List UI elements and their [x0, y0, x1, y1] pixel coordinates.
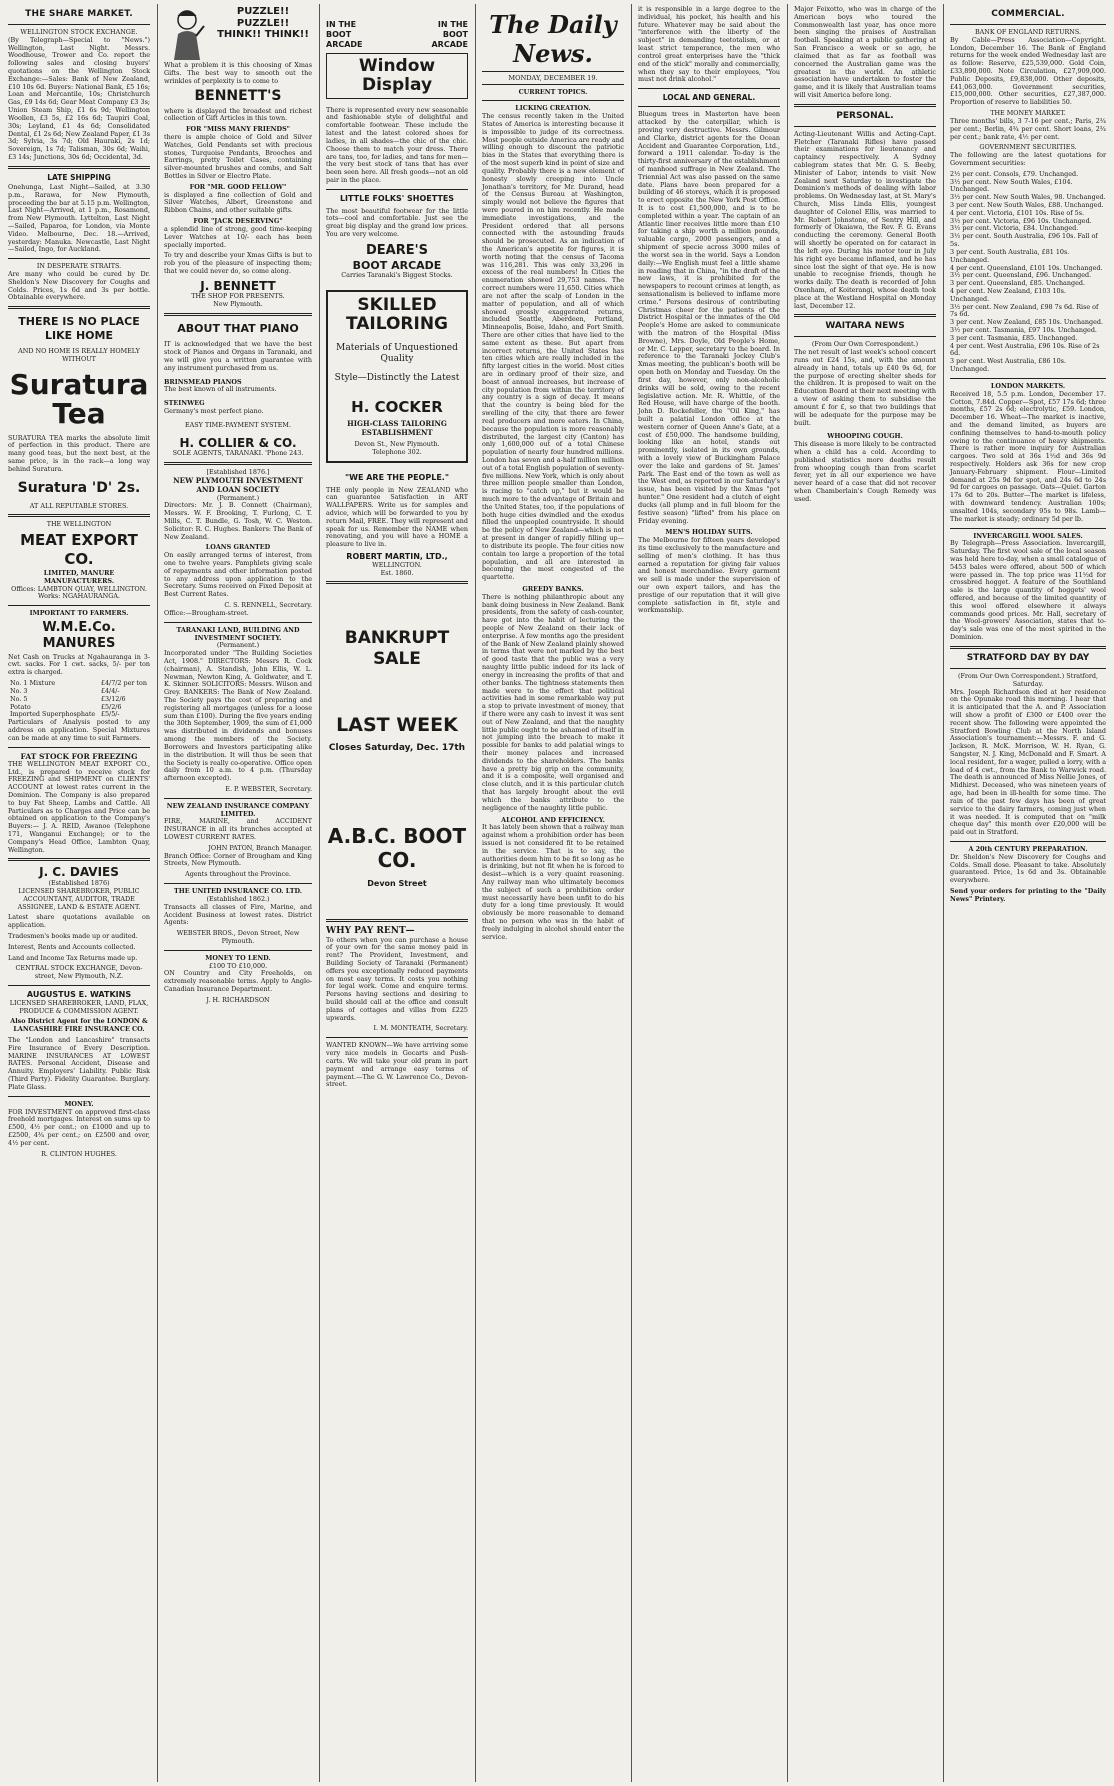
greedy-text: There is nothing philanthropic about any bank doing business in New Zealand. Bank presidents, from the safety of cash-counter, have got into the habit of lecturing the people of New Zealand on their lack of enterprise. A few months ago the president of the Bank of New Zealand plainly showed in terms that were not marked by the best of good taste that the public was a very naughty little public indeed for its lack of energy in increasing the profits of that and other banks. The tightness statements then made were to the effect that political activities had in some remarkable way put a stop to private investment of money, that if there were any cash to invest it was sent out of New Zealand, and that the naughty little public ought to be ashamed of itself in not jumping into the breach to make it possible for banks to add palatial wings to their money palaces and increased dividends to the shareholders. The banks have a pretty big grip on the community, and it is a composite, well organised and close clutch, and it is this particular clutch that has largely brought about the evil which the banks attribute to the negligence of the naughty little public.	[482, 592, 624, 812]
home-subheading: AND NO HOME IS REALLY HOMELY WITHOUT	[18, 347, 140, 363]
bennett-sub: THE SHOP FOR PRESENTS.	[191, 292, 285, 301]
fat-stock-heading: FAT STOCK FOR FREEZING	[20, 751, 138, 761]
last-week-title: LAST WEEK	[336, 713, 458, 736]
current-topics-heading: CURRENT TOPICS.	[518, 87, 588, 96]
local-general-text: Bluegum trees in Masterton have been attacked by the caterpillar, which is proving very destructive. Messrs. Gilmour and Clarke, district agents for the Ocean Accident and Guarantee Corporation, Ltd., forward a 1911 calendar. To-day is the thirty-first anniversary of the establishment of manhood suffrage in New Zealand. The Triennial Act was also passed on the same date. Plans have been prepared for a building of 46 storeys, which it is proposed to erect opposite the New York Post Office. It is to cost £1,500,000, and is to be completed within a year. The captain of an Atlantic liner receives little more than £10 for taking a ship worth a million pounds, valuable cargo, 2000 passengers, and a shipment of specie across 3000 miles of the worst sea in the world. Says a London daily:—We English must feel a little shame in reading that in China, "in the draft of the new laws, it is prohibited for the newspapers to recount crimes at length, as sensationalism is believed to inflame more crime." Persons desirous of contributing Christmas cheer for the patients of the District Hospital or the inmates of the Old People's Home are asked to communicate with the matron of the Hospital (Miss Browne), Mrs. Doyle, Old People's Home, or Mr. C. Lepper, secretary to the board. In reference to the Taranaki Jockey Club's Xmas meeting, the publican's booth will be open both on Monday and Tuesday. On the first day, however, only non-alcoholic drinks will be sold, owing to the recent legislative action. Mr. R. Whittle, of the Red House, will have charge of the booth. John D. Rockefeller, the "Oil King," has built a palatial London office at the western corner of Queen Anne's Gate, at a cost of £50,000. The handsome building, looking like an hotel, stands out prominently, isolated in its own grounds, with a lovely view of Buckingham Palace over the lake and gardens of St. James' Park. The East end of the town as well as the West end, as reported in our Saturday's issue, has been visited by the Xmas "pot hunter." One resident had a clutch of eight ducks (all plump and in full bloom for the festive season) "lifted" from his place on Friday evening.	[638, 110, 780, 525]
list-item: 3 per cent. West Australia, £86 10s. Unchanged.	[950, 357, 1066, 374]
home-heading: THERE IS NO PLACE LIKE HOME	[18, 315, 140, 342]
piano-heading: ABOUT THAT PIANO	[177, 322, 299, 336]
davies-text: LICENSED SHAREBROKER, PUBLIC ACCOUNTANT, AUDITOR, TRADE ASSIGNEE, LAND & ESTATE AGENT.	[17, 886, 141, 911]
stratford-heading: STRATFORD DAY BY DAY	[966, 652, 1090, 663]
money-sign: R. CLINTON HUGHES.	[41, 1149, 117, 1158]
table-row	[8, 680, 150, 688]
loans-heading: LOANS GRANTED	[205, 543, 271, 552]
lend-amount: £100 TO £10,000.	[208, 961, 268, 970]
london-markets-text: Received 18, 5.5 p.m. London, December 17. Cotton, 7.84d. Copper—Spot, £57 17s 6d; three months, £57 2s 6d; electrolytic, £59. London, December 16. Wheat—The market is inactive, and the demand limited, as buyers are confining themselves to hand-to-mouth policy owing to the continuance of heavy shipments. There is rather more inquiry for Australian cargoes. Two sold at 36s 1½d and 36s 9d respectively. Holders ask 36s for new crop January-February shipment. Flour—Limited demand at 25s 9d for spot, and 24s 6d to 24s 9d for cargoes on passage. Oats—Quiet. Garton 17s 6d to 20s. Butter—The market is lifeless, with downward tendency. Australian 100s; unsalted 104s, secondary 95s to 98s. Lamb—The market is steady; ordinary 5d per lb.	[950, 389, 1106, 523]
puzzled-man-icon	[164, 6, 210, 62]
uic-heading: THE UNITED INSURANCE CO. LTD.	[174, 887, 302, 896]
licking-heading: LICKING CREATION.	[515, 104, 591, 113]
martin-place: WELLINGTON.	[372, 560, 422, 569]
tld-perm: (Permanent.)	[216, 641, 260, 650]
davies-item: Interest, Rents and Accounts collected.	[8, 942, 136, 951]
list-item: 4 per cent. West Australia, £96 10s. Rise of 2s 6d.	[950, 341, 1100, 358]
column-1	[4, 6, 154, 1780]
deare-title: DEARE'S	[366, 242, 428, 258]
column-7	[946, 6, 1110, 1780]
brinsmead-text: The best known of all instruments.	[164, 385, 277, 394]
list-item: 3 per cent. Tasmania, £85. Unchanged.	[950, 333, 1078, 342]
invercargill-heading: INVERCARGILL WOOL SALES.	[973, 531, 1083, 540]
column-3	[322, 6, 472, 1780]
century-heading: A 20th CENTURY PREPARATION.	[968, 844, 1088, 853]
try-text: To try and describe your Xmas Gifts is but to rob you of the pleasure of inspecting them; that we could never do, so come along.	[164, 251, 312, 275]
jack-text: a splendid line of strong, good time-keeping Lever Watches at 10/- each has been specially imported.	[164, 224, 312, 249]
late-shipping-text: Onehunga, Last Night—Sailed, at 3.30 p.m., Rarawa, for New Plymouth, proceeding the bar at 5.15 p.m. Wellington, Last Night—Arrived, at 1 p.m., Rosamond, from New Plymouth. Lyttelton, Last Night—Sailed, Paparoa, for London, via Monte Video. Melbourne, Dec. 18.—Arrived, yesterday: Manuka. Newcastle, Last Night—Sailed, Ingo, for Auckland.	[8, 182, 150, 254]
people-heading: "WE ARE THE PEOPLE."	[344, 472, 449, 482]
table-cell: Imported Superphosphate	[10, 710, 96, 719]
list-item: 3 per cent. South Australia, £81 10s. Unchanged.	[950, 247, 1070, 264]
bank-returns-text: By Cable—Press Association—Copyright. London, December 16. The Bank of England returns for the week ended Wednesday last are as follow: Reserve, £25,539,000. Gold Coin, £33,890,000. Note Circulation, £27,909,000. Public Deposits, £9,838,000. Other deposits, £41,063,000. Government securities, £15,000,000. Other securities, £27,387,000. Proportion of reserve to liabilities 50.	[950, 35, 1106, 107]
bankrupt-sale-title: BANKRUPT SALE	[344, 628, 450, 670]
straits-text: Are many who could be cured by Dr. Sheldon's New Discovery for Coughs and Colds. Prices, 1s 6d and 3s per bottle. Obtainable everywhere.	[8, 270, 150, 302]
suratura-tea-text: SURATURA TEA marks the absolute limit of perfection in this product. There are many good teas, but the next best, at the same price, is in the rack—a long way behind Suratura.	[8, 433, 150, 473]
skilled-sub1: Materials of Unquestioned Quality	[336, 342, 458, 364]
bennetts-text: where is displayed the broadest and richest collection of Gift Articles in this town.	[164, 106, 312, 123]
money-market-heading: THE MONEY MARKET.	[990, 109, 1066, 118]
puzzle-heading: PUZZLE!! PUZZLE!! THINK!! THINK!!	[217, 6, 309, 40]
invest-est: [Established 1876.]	[206, 468, 270, 477]
nzi-agents: Agents throughout the Province.	[185, 870, 291, 879]
davies-address: CENTRAL STOCK EXCHANGE, Devon-street, New Plymouth, N.Z.	[15, 964, 143, 981]
table-cell: No. 5	[10, 694, 28, 703]
list-item: 3½ per cent. Tasmania, £97 10s. Unchanged.	[950, 326, 1097, 335]
lend-sign: J. H. RICHARDSON	[206, 995, 270, 1004]
brinsmead-heading: BRINSMEAD PIANOS	[164, 377, 242, 386]
meat-export-offices: Offices: LAMBTON QUAY, WELLINGTON. Works: NGAHAURANGA.	[11, 584, 147, 601]
list-item: 3½ per cent. South Australia, £96 10s. Fall of 5s.	[950, 232, 1098, 249]
list-item: 4 per cent. Queensland, £101 10s. Unchanged.	[950, 263, 1103, 272]
martin-est: Est. 1860.	[380, 568, 414, 577]
loans-office: Office:—Brougham-street.	[164, 608, 249, 617]
list-item: 3½ per cent. New South Wales, £104. Unchanged.	[950, 177, 1073, 194]
alcohol-text: It has lately been shown that a railway man against whom a prohibition order has been issued is not considered fit to be retained in the service. That is to say, the authorities deem him to be fit so long as he is drinking, but not fit when he is forced to desist—which is a very quaint reasoning. Any railway man who ultimately becomes the subject of such a prohibition order must necessarily have been unfit to do his duty for a long time previously. It would obviously be more reasonable to demand that no person who was in the habit of freely indulging in alcohol should enter the service.	[482, 823, 624, 941]
invest-heading: NEW PLYMOUTH INVESTMENT AND LOAN SOCIETY	[173, 475, 303, 494]
waitara-heading: WAITARA NEWS	[825, 321, 905, 332]
manures-title: W.M.E.Co. MANURES	[42, 619, 116, 651]
meat-export-sub: LIMITED, MANURE MANUFACTURERS.	[43, 568, 115, 585]
manures-text: Net Cash on Trucks at Ngahauranga in 3-cwt. sacks. For 1 cwt. sacks, 5/- per ton extra is charged.	[8, 652, 150, 677]
cocker-name: H. COCKER	[351, 397, 443, 416]
century-send: Send your orders for printing to the "Daily News" Printery.	[950, 887, 1106, 903]
bank-returns-heading: BANK OF ENGLAND RETURNS.	[974, 27, 1082, 36]
century-text: Dr. Sheldon's New Discovery for Coughs and Colds. Small dose. Pleasant to take. Absolutely guaranteed. Price, 1s 6d and 3s. Obtainable everywhere.	[950, 852, 1106, 885]
column-6	[790, 6, 940, 1780]
whooping-heading: WHOOPING COUGH.	[827, 432, 903, 441]
late-shipping-heading: LATE SHIPPING	[47, 172, 111, 182]
table-cell: Potato	[10, 702, 31, 711]
share-market-heading: THE SHARE MARKET.	[25, 9, 133, 19]
table-cell: No. 1 Mixture	[10, 679, 56, 688]
whooping-text: This disease is more likely to be contracted when a child has a cold. According to published statistics more deaths result from whooping cough than from scarlet fever, yet in all our experience we have never heard of a case that did not recover when Chamberlain's Cough Remedy was used.	[794, 440, 936, 503]
gov-securities-heading: GOVERNMENT SECURITIES.	[979, 143, 1077, 152]
table-cell: £5/5/-	[100, 710, 120, 719]
waitara-corr: (From Our Own Correspondent.)	[811, 340, 919, 349]
piano-text: IT is acknowledged that we have the best stock of Pianos and Organs in Taranaki, and we will give you a written guarantee with any instrument purchased from us.	[164, 340, 312, 372]
arcade-right-label: IN THE BOOT ARCADE	[431, 20, 468, 49]
col6-top-text: Major Feixotto, who was in charge of the American boys who toured the Commonwealth last year, has once more been singing the praises of Australian football. Speaking at a public gathering at San Francisco a week or so ago, he claimed that as far as football was concerned the Australian game was the greatest in the world. An athletic association have undertaken to foster the game, and it is likely that Australian teams will visit America before long.	[794, 6, 936, 99]
list-item: 3½ per cent. Victoria, £96 10s. Unchanged.	[950, 216, 1092, 225]
martin-name: ROBERT MARTIN, LTD.,	[346, 552, 448, 562]
greedy-heading: GREEDY BANKS.	[522, 584, 584, 593]
list-item: 2½ per cent. Consols, £79. Unchanged.	[950, 169, 1079, 178]
list-item: 4 per cent. New Zealand, £103 10s. Unchanged.	[950, 286, 1066, 303]
stratford-corr: (From Our Own Correspondent.) Stratford, Saturday.	[957, 671, 1099, 688]
waitara-text: The net result of last week's school concert runs out £24 15s, and, with the amount already in hand, totals up £40 9s 6d, for the purpose of erecting shelter sheds for the children. It is proposed to wait on the Education Board at their next meeting with a view of asking them to subsidise the amount £ for £, so that two buildings that will be adequate for the purpose may be built.	[794, 348, 936, 427]
steinweg-text: Germany's most perfect piano.	[164, 407, 264, 416]
abc-boot-title: A.B.C. BOOT CO.	[327, 824, 467, 873]
collier-name: H. COLLIER & CO.	[179, 435, 297, 450]
suratura-stores: AT ALL REPUTABLE STORES.	[29, 501, 129, 510]
list-item: 4 per cent. Victoria, £101 10s. Rise of 5s.	[950, 208, 1085, 217]
commercial-heading: COMMERCIAL.	[991, 9, 1065, 19]
nzi-sign: JOHN PATON, Branch Manager.	[208, 843, 312, 852]
abc-street: Devon Street	[367, 878, 427, 888]
share-market-text: (By Telegraph—Special to "News.") Wellington, Last Night. Messrs. Woodhouse, Trower and Co. report the following sales and closing buyers' quotations on the Wellington Stock Exchange:—Sales: Bank of New Zealand, £10 10s 6d. Buyers: National Bank, £5 16s; Loan and Mercantile, 10s; Christchurch Gas, £9 14s 6d; Gear Meat Company £3 3s; Union Steam Ship, £1 6s 9d; Wellington Woollen, £3 5s, £2 16s 6d; Taupiri Coal, 30s; Leyland, £1 4s 6d; Consolidated Dental, £1 2s 6d; New Zealand Paper, £1 3s 3d; Sylvia, 3s 7d; Old Hauraki, 2s 1d; Sovereign, 1s 7d; Talisman, 30s 6d; Waihi, £3 14s; Junctions, 30s 6d; Occidental, 3d.	[8, 35, 151, 161]
personal-heading: PERSONAL.	[836, 110, 894, 121]
rent-heading: WHY PAY RENT—	[326, 925, 415, 936]
skilled-sub2: Style—Distinctly the Latest	[334, 372, 460, 383]
tld-sign: E. P. WEBSTER, Secretary.	[225, 784, 312, 793]
holiday-suits-text: The Melbourne for fifteen years developed its time exclusively to the manufacture and selling of men's clothing. It has thus earned a reputation for giving fair values and honest merchandise. Every garment we sell is made under the supervision of our own expert tailors, and has the prestige of our reputation that it will give complete satisfaction in fit, style and workmanship.	[638, 536, 780, 615]
lend-text: ON Country and City Freeholds, on extremely reasonable terms. Apply to Anglo-Canadian Insurance Department.	[164, 969, 312, 994]
bennetts-title: BENNETT'S	[194, 88, 282, 105]
tld-heading: TARANAKI LAND, BUILDING AND INVESTMENT SOCIETY.	[176, 625, 300, 642]
gov-securities-list	[950, 171, 1106, 374]
licking-text: The census recently taken in the United States of America is interesting because it is impossible to judge of its correctness. Most people outside America are ready and willing enough to discount the patriotic bias in the States that everything there is of the most superb kind in point of size and quality. Probably there is a new element of honesty slowly creeping into Uncle Jonathan's territory, for Mr. Durand, head of the Census Bureau at Washington, simply would not believe the figures that were poured in on him recently. He made immediate investigations, and the President ordered that all persons connected with the astounding frauds should be prosecuted. As an indication of the American's appetite for figures, it is worth noting that the census of Tacoma was 116,281. This was only 33,296 in excess of the real numbers! In Cities the enumeration showed 29,753 names. The correct numbers were 11,650. Cities which are not after the scalp of London in the matter of population, and all of which showed grossly exaggerated returns, included Seattle, Aberdeen, Portland, Minneapolis, Boise, Idaho, and Fort Smith. There are other cities that have lied to the same extent as these. But apart from incorrect returns, the United States has ten cities which are really included in the fifty largest cities in the world. Most cities are in ordinary proof of their size, and boast of annual increases, but increase of city population from within the territory of any country is a sign of decay. It means that the country is being bled for the swelling of the city, that there are fewer real producers and more eaters. In China, because the population is more reasonably distributed, the largest city (Canton) has only 1,600,000 out of a total Chinese population of nearly four hundred millions. London has seven and a-half million million out of a total English population of seventy-five millions. New York, which is only about three million people smaller than London, is racing to "catch up," but it would be much more to the advantage of Britain and the United States, too, if the populations of both huge cities dwindled and the exodus filled the unpeopled countryside. It should be the policy of New Zealand—which is not at present in danger of rapidly filling up—to distribute its people. The four cities now contain too large a proportion of the total population, and all are interested in becoming the most congested of the quartette.	[482, 112, 624, 582]
puzzle-text: What a problem it is this choosing of Xmas Gifts. The best way to smooth out the wrinkles of perplexity is to come to	[164, 61, 312, 85]
loans-text: On easily arranged terms of interest, from one to twelve years. Pamphlets giving scale of repayments and other information posted to any address upon application to the Secretary. Sums received on Fixed Deposit at Best Current Rates.	[164, 551, 312, 599]
masthead: The Daily News.	[489, 10, 617, 69]
alcohol-heading: ALCOHOL AND EFFICIENCY.	[501, 815, 605, 824]
dateline: MONDAY, DECEMBER 19.	[482, 71, 624, 85]
table-cell: £3/12/6	[100, 694, 126, 703]
table-cell: £4/4/-	[100, 686, 120, 695]
watkins-more: The "London and Lancashire" transacts Fire Insurance of Every Description. MARINE INSURANCES AT LOWEST RATES. Personal Accident, Disease and Annuity. Employers' Liability. Public Risk (Third Party). Fidelity Guarantee. Burglary. Plate Glass.	[8, 1036, 150, 1091]
list-item: 3½ per cent. New Zealand, £98 7s 6d. Rise of 7s 6d.	[950, 302, 1099, 319]
window-display-title: Window Display	[326, 53, 468, 98]
straits-heading: IN DESPERATE STRAITS.	[36, 262, 122, 271]
list-item: 3½ per cent. Victoria, £84. Unchanged.	[950, 224, 1079, 233]
gov-securities-intro: The following are the latest quotations for Government securities:	[950, 151, 1106, 167]
uic-agent: WEBSTER BROS., Devon Street, New Plymouth.	[176, 929, 300, 945]
table-cell: £5/2/6	[100, 702, 122, 711]
watkins-text: LICENSED SHAREBROKER, LAND, FLAX, PRODUCE & COMMISSION AGENT.	[9, 998, 149, 1015]
uic-est: (Established 1862.)	[206, 894, 270, 903]
shoettes-heading: LITTLE FOLKS' SHOETTES	[339, 193, 455, 203]
meat-export-title: MEAT EXPORT CO.	[20, 531, 138, 568]
invest-perm: (Permanent.)	[216, 493, 260, 502]
davies-item: Land and Income Tax Returns made up.	[8, 953, 138, 962]
list-item: 3 per cent. Queensland, £85. Unchanged.	[950, 279, 1085, 288]
cocker-tel: Telephone 302.	[372, 448, 422, 456]
farmers-heading: IMPORTANT TO FARMERS.	[29, 609, 129, 618]
bennett-place: New Plymouth.	[213, 300, 263, 309]
collier-text: SOLE AGENTS, TARANAKI. 'Phone 243.	[172, 449, 304, 458]
table-cell: No. 3	[10, 686, 28, 695]
column-2	[160, 6, 316, 1780]
closes-line: Closes Saturday, Dec. 17th	[328, 743, 466, 754]
list-item: 3 per cent. New South Wales, £88. Unchanged.	[950, 201, 1104, 210]
personal-text: Acting-Lieutenant Willis and Acting-Capt. Fletcher (Taranaki Rifles) have passed their examinations for lieutenancy and captaincy respectively. A Sydney cablegram states that Mr. G. S. Beeby, Minister of Labor, intends to visit New Zealand next Saturday to investigate the Dominion's methods of dealing with labor problems. On Wednesday last, at St. Mary's Church, Miss Linda Ellis, youngest daughter of Colonel Ellis, was married to Mr. Robert Johnstone, of Sentry Hill, and formerly of Okaiawa, the Rev. F. G. Evans conducting the ceremony. General Booth will shortly be operated on for cataract in the left eye. During his motor tour in July his right eye became inflamed, and he has since lost the sight of that eye. He is now unable to recognise friends, though he works daily. The death is recorded of John Oxenham, of Koiterangi, whose death took place at the Westland Hospital on Monday last, December 12.	[794, 129, 936, 310]
money-market-text: Three months' bills, 3 7-16 per cent.; Paris, 2¾ per cent.; Berlin, 4¾ per cent. Short loans, 2¾ per cent.; bank rate, 4½ per cent.	[950, 116, 1106, 141]
table-row	[8, 688, 150, 696]
stratford-text: Mrs. Joseph Richardson died at her residence on the Opunake road this morning. I hear that it is anticipated that the A. and P. Association will show a profit of £300 or £400 over the recent show. The following were appointed the Stratford Bowling Club at the North Island Association's tournament:—Messrs. F. and G. Jackson, R. McK. Morrison, W. H. Ryan, G. Sangster, N. J. King, McDonald and F. Smart. A local resident, for a wager, pulled a lorry, with a load of 4 cwt., from the Bank to Warwick road. The death is announced of Miss Nellie Jones, of Midhirst. Deceased, who was nineteen years of age, had been in ill-health for some time. The rain of the past few days has been of great service to the dairy farmers, coming just when it was needed. It is computed that on "milk cheque day" this month over £20,000 will be paid out in Stratford.	[950, 687, 1106, 837]
shoettes-text: The most beautiful footwear for the little tots—cool and comfortable. Just see the great big display and the grand low prices. You are very welcome.	[326, 206, 468, 238]
wanted-text: WANTED KNOWN—We have arriving some very nice models in Gocarts and Push-carts. We will take your old pram in part payment and arrange easy terms of payment.—The G. W. Lawrence Co., Devon-street.	[326, 1041, 468, 1089]
people-text: THE only people in New ZEALAND who can guarantee Satisfaction in ART WALLPAPERS. Write us for samples and advice, which will be forwarded to you by return Mail, FREE. They will represent and speak for us. Remember the NAME when renovating, and you will have a HOME a pleasure to live in.	[326, 485, 468, 549]
list-item: 3 per cent. New Zealand, £85 10s. Unchanged.	[950, 318, 1104, 327]
arcade-left-label: IN THE BOOT ARCADE	[326, 20, 363, 49]
rent-sign: I. M. MONTEATH, Secretary.	[373, 1024, 468, 1033]
list-item: 3½ per cent. New South Wales, 98. Unchanged.	[950, 193, 1106, 202]
bennett-name: J. BENNETT	[200, 278, 276, 293]
manures-note: Particulars of Analysis posted to any address on application. Special Mixtures can be made at any time to suit Farmers.	[8, 718, 150, 742]
steinweg-heading: STEINWEG	[164, 399, 205, 408]
skilled-tailoring-box	[326, 290, 468, 463]
suratura-tea-title: Suratura Tea	[9, 367, 149, 431]
davies-item: Tradesmen's books made up or audited.	[8, 931, 138, 940]
holiday-suits-heading: MEN'S HOLIDAY SUITS.	[665, 528, 753, 537]
fellow-heading: FOR "MR. GOOD FELLOW"	[189, 182, 287, 191]
nzi-office: Branch Office: Corner of Brougham and King Streets, New Plymouth.	[164, 851, 312, 868]
jack-heading: FOR "JACK DESERVING"	[193, 217, 283, 226]
tld-text: Incorporated under "The Building Societies Act, 1908." DIRECTORS: Messrs R. Cock (chairman), A. Standish, John Ellis, W. L. Newman, Newton King, A. Goldwater, and T. K. Skinner. SOLICITORS: Messrs. Wilson and Grey. BANKERS: The Bank of New Zealand. The Society pays the cost of preparing and registering all mortgages (unless for a loose sum than £100). During the five years ending the 30th September, 1909, the sum of £1,000 was distributed in dividends and bonuses among the members of the Society. Borrowers and Investors participating alike in the distribution. It will thus be seen that the Society is really co-operative. Office open daily from 10 a.m. to 4 p.m. (Thursday afternoon excepted).	[164, 649, 312, 783]
invercargill-text: By Telegraph—Press Association. Invercargill, Saturday. The first wool sale of the local season was held here to-day, when a small catalogue of 5453 bales were offered, about 500 of which were passed in. The top price was 11½d for crossbred hogget. A feature of the Southland sale is the large quantity of hoggets' wool offered, and because of the limited quantity of this wool offered elsewhere it always commands good prices. Mr. Hall, secretary of the Wool-growers' Association, states that to-day's sale was one of the most spirited in the Dominion.	[950, 539, 1106, 642]
london-markets-heading: LONDON MARKETS.	[990, 381, 1066, 390]
manures-price-table	[8, 680, 150, 719]
rent-text: To others when you can purchase a house of your own for the same money paid in rent? The Provident, Investment, and Building Society of Taranaki (Permanent) offers you exceptionally reduced payments on most easy terms. It costs you nothing for legal work. Come and enquire terms. Persons having sections and desiring to build should call at the office and consult plans of cottages and villas from £225 upwards.	[326, 935, 468, 1022]
money-heading: MONEY.	[64, 1099, 94, 1108]
davies-item: Latest share quotations available on application.	[8, 913, 150, 930]
money-text: FOR INVESTMENT on approved first-class freehold mortgages. Interest on sums up to £500, 4½ per cent.; on £1000 and up to £2500, 4¾ per cent.; on £2500 and over, 4½ per cent.	[8, 1107, 150, 1147]
easy-payment: EASY TIME-PAYMENT SYSTEM.	[184, 420, 292, 429]
column-5	[634, 6, 784, 1780]
column-4	[478, 6, 628, 1780]
watkins-name: AUGUSTUS E. WATKINS	[26, 990, 132, 1000]
local-general-heading: LOCAL AND GENERAL.	[662, 93, 756, 103]
fellow-text: is displayed a fine collection of Gold and Silver Watches, Albert, Greenstone and Ribbon Chains, and other suitable gifts.	[164, 190, 312, 215]
nzi-text: FIRE, MARINE, and ACCIDENT INSURANCE in all its branches accepted at LOWEST CURRENT RATES.	[164, 817, 312, 842]
friends-text: there is ample choice of Gold and Silver Watches, Gold Pendants set with precious stones, Turquoise Pendants, Brooches and Earrings, pretty Toilet Cases, containing silver-mounted brushes and combs, and Salt Bottles in Silver or Electro Plate.	[164, 132, 312, 181]
cocker-sub: HIGH-CLASS TAILORING ESTABLISHMENT	[347, 419, 447, 437]
loans-sign: C. S. RENNELL, Secretary.	[224, 601, 312, 610]
invest-directors: Directors: Mr. J. B. Connett (Chairman), Messrs. W. F. Brooking, T. Furlong, C. T. Mills, C. T. Bundle, G. Tosh, W. C. Weston. Solicitor: R. C. Hughes. Bankers: The Bank of New Zealand.	[164, 501, 312, 541]
list-item: 3½ per cent. Queensland, £96. Unchanged.	[950, 271, 1092, 280]
lend-heading: MONEY TO LEND.	[205, 953, 271, 962]
skilled-tailoring-title: SKILLED TAILORING	[345, 294, 449, 335]
meat-export-pre: THE WELLINGTON	[46, 520, 112, 529]
table-cell: £4/7/2 per ton	[100, 679, 148, 688]
watkins-agent: Also District Agent for the LONDON & LANCASHIRE FIRE INSURANCE CO.	[10, 1017, 148, 1034]
suratura-price: Suratura 'D' 2s.	[17, 479, 141, 496]
nzi-heading: NEW ZEALAND INSURANCE COMPANY LIMITED.	[166, 801, 310, 818]
davies-name: J. C. DAVIES	[39, 865, 119, 880]
col5-top-text: it is responsible in a large degree to the individual, his pocket, his health and his future. Whatever may be said about the "interference with the liberty of the subject" in demanding teetotalism, or at least strict temperance, the men who control great enterprises have the "thick end of the stick" morally and commercially, when they say to their employees, "You must not drink alcohol."	[638, 6, 780, 84]
fat-stock-text: THE WELLINGTON MEAT EXPORT CO., Ltd., is prepared to receive stock for FREEZING and SHIPMENT on CLIENTS' ACCOUNT at lowest rates current in the Dominion. The Company is also prepared to buy Fat Sheep, Lambs and Cattle. All Particulars as to Charges and Price can be obtained on application to the Company's Buyers:— J. A. REID, Awanoe (Telephone 171, Wanganui Exchange); or to the Company's Head Office, Lambton Quay, Wellington.	[8, 759, 150, 854]
uic-text: Transacts all classes of Fire, Marine, and Accident Business at lowest rates. District Agents:	[164, 902, 312, 927]
davies-est: (Established 1876)	[48, 879, 110, 888]
deare-sub: BOOT ARCADE	[352, 258, 442, 272]
stock-exchange-subheading: WELLINGTON STOCK EXCHANGE.	[20, 27, 138, 36]
cocker-address: Devon St., New Plymouth.	[354, 440, 440, 449]
puzzle-illustration	[164, 6, 210, 62]
window-display-text: There is represented every new seasonable and fashionable style of delightful and comfortable footwear. These include the latest and the latest colored shoes for ladies, in all shades—the chic of the chic. Choose them to match your dress. There are tans, too, for ladies, and tans for men—the very best stock of tans that has ever been seen here. All fresh goods—not an old pair in the place.	[326, 105, 468, 184]
deare-text: Carries Taranaki's Biggest Stocks.	[341, 271, 453, 280]
friends-heading: FOR "MISS MANY FRIENDS"	[185, 125, 291, 134]
